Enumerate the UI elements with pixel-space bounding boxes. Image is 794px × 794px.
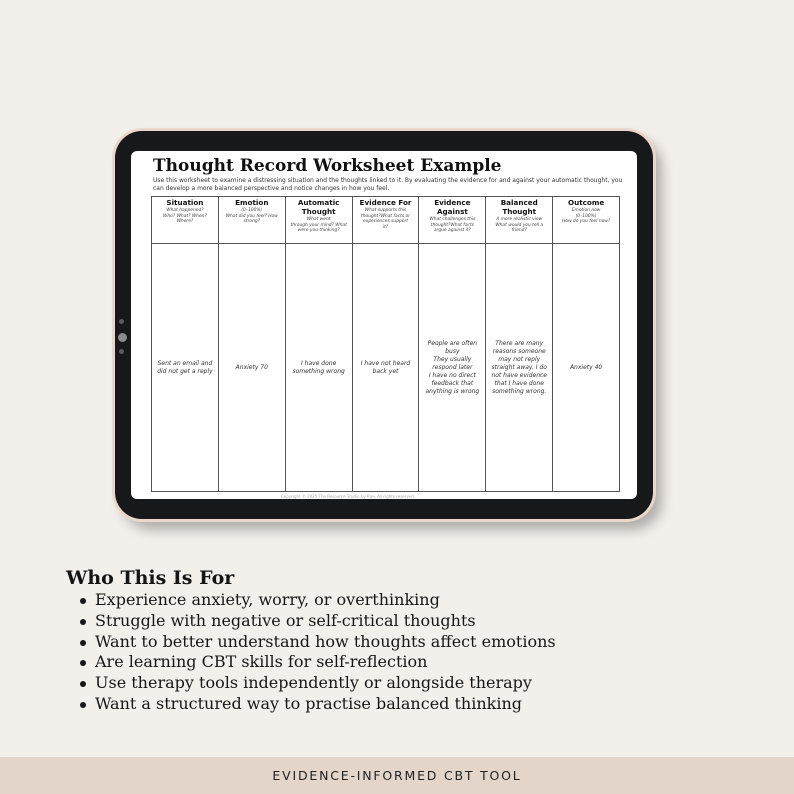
column-example: Anxiety 40 (569, 363, 603, 371)
column-example: I have not heard back yet (360, 359, 411, 375)
column-title: Emotion (235, 198, 269, 207)
list-item: Want a structured way to practise balanced thinking (66, 694, 556, 715)
tablet-device (115, 131, 653, 519)
audience-list (66, 590, 556, 715)
tablet-screen (131, 151, 637, 499)
camera-icon (118, 333, 127, 342)
column-emotion (219, 197, 286, 491)
column-title: Automatic Thought (297, 198, 340, 216)
worksheet-table (151, 196, 620, 492)
worksheet-title: Thought Record Worksheet Example (153, 156, 502, 176)
column-evidence-against (419, 197, 486, 491)
bullet-icon (80, 660, 86, 666)
bullet-icon (80, 702, 86, 708)
column-subtitle: (0–100%) What did you feel? How strong? (225, 208, 278, 225)
sensor-dot (119, 319, 124, 324)
column-subtitle: A more realistic view What would you tell a friend? (495, 217, 544, 234)
column-outcome (553, 197, 619, 491)
bullet-icon (80, 619, 86, 625)
column-example: There are many reasons someone may not reply straight away. I do not have evidence that I have done something wrong. (491, 339, 548, 395)
column-title: Evidence Against (434, 198, 471, 216)
list-item: Are learning CBT skills for self-reflection (66, 652, 556, 673)
copyright-text: Copyright © 2025 The Resource Studio by Rae. All rights reserved. (281, 494, 416, 499)
column-example: Anxiety 70 (235, 363, 268, 371)
who-section (66, 566, 556, 715)
column-subtitle: What challenges this thought?What facts argue against it? (429, 217, 476, 234)
column-subtitle: What happened? Who? What? When? Where? (163, 208, 207, 225)
bullet-icon (80, 640, 86, 646)
bullet-icon (80, 598, 86, 604)
column-subtitle: Emotion now (0–100%) How do you feel now? (561, 208, 611, 225)
section-title: Who This Is For (66, 567, 235, 589)
banner-text: EVIDENCE-INFORMED CBT TOOL (272, 768, 522, 783)
column-automatic-thought (286, 197, 353, 491)
column-example: I have done something wrong (292, 359, 345, 375)
column-example: Sent an email and did not get a reply (157, 359, 213, 375)
column-title: Situation (166, 198, 204, 207)
column-subtitle: What supports this thought?What facts or experiences support it? (360, 208, 411, 230)
column-title: Balanced Thought (500, 198, 538, 216)
list-item: Use therapy tools independently or alongside therapy (66, 673, 556, 694)
sensor-dot (119, 349, 124, 354)
column-evidence-for (353, 197, 420, 491)
column-subtitle: What went through your mind? What were you thinking? (290, 217, 347, 234)
list-item: Experience anxiety, worry, or overthinking (66, 590, 556, 611)
list-item: Want to better understand how thoughts affect emotions (66, 632, 556, 653)
column-balanced-thought (486, 197, 553, 491)
column-title: Outcome (567, 198, 605, 207)
column-title: Evidence For (359, 198, 412, 207)
worksheet-intro: Use this worksheet to examine a distressing situation and the thoughts linked to it. By evaluating the evidence for and against your automatic thought, you can develop a more balanced perspective and notice changes in how you feel. (153, 177, 623, 192)
footer-banner (0, 757, 794, 794)
bullet-icon (80, 681, 86, 687)
column-situation (152, 197, 219, 491)
list-item: Struggle with negative or self-critical thoughts (66, 611, 556, 632)
column-example: People are often busy They usually respond later I have no direct feedback that anything is wrong (425, 339, 480, 395)
